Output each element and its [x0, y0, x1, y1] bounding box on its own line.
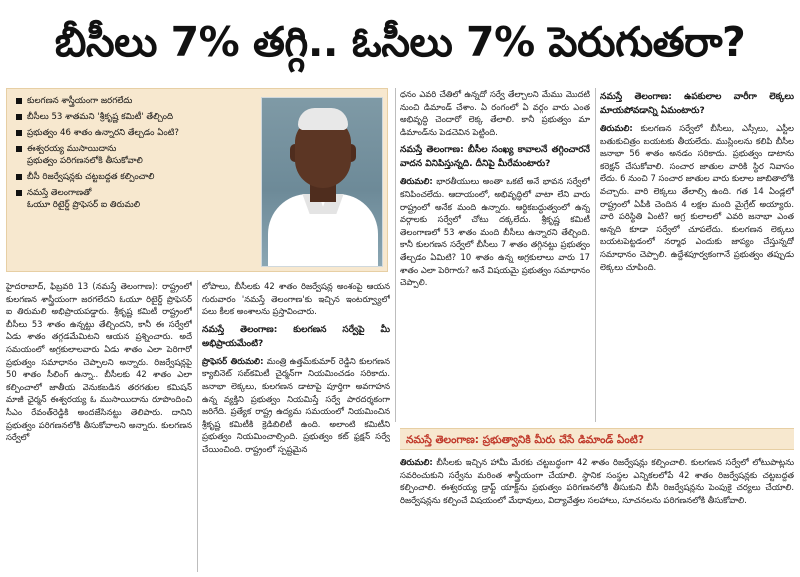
- summary-point: బీసీ రిజర్వేషన్లకు చట్టబద్దత కల్పించాలి: [15, 171, 255, 183]
- speaker-label: తిరుమలి:: [400, 176, 433, 187]
- speaker-label: తిరుమలి:: [600, 123, 633, 133]
- summary-point-line: ఈశ్వరయ్య ముసాయిదాను: [27, 144, 117, 154]
- article-column-5: [400, 456, 794, 574]
- answer-text: భారతీయులు అంతా ఒకటే అనే భావన సర్వేలో కనిపించలేదు. ఆదాయంలో, అభివృద్ధిలో వాటా లేని వారు రాష్ట్రంలో అనేక మంది ఉన్నారు. ఆర్థికబద్ధుత్వంలో ఉన్న వర్గాలకు సర్వేలో చోటు దక్కలేదు. శ్రీకృష్ణ కమిటీ తెలంగాణలో 53 శాతం మంది బీసీలు ఉన్నారని తేల్చింది. కానీ కులగణన సర్వేలో బీసీలు 7 శాతం తగ్గినట్టు ప్రభుత్వం తేల్చడం ఏమిటి? 10 శాతం ఉన్న అగ్రకులాలు వారు 17 శాతం ఎలా పెరిగారు? అనే విషయమై ప్రభుత్వం సమాధానం చెప్పాలి.: [400, 176, 590, 288]
- article-column-1: [6, 280, 192, 572]
- speaker-label: ప్రొఫెసర్ తిరుమలి:: [202, 355, 264, 366]
- article-paragraph: లోపాలు, బీసీలకు 42 శాతం రిజర్వేషన్ల అంశంపై ఆయన గురువారం 'నమస్తే తెలంగాణ'కు ఇచ్చిన ఇంటర్వ్యూలో పలు కీలక అంశాలను ప్రస్తావించారు.: [202, 281, 390, 317]
- interview-answer: [600, 122, 794, 273]
- summary-point-line: ఓయూ రిటైర్డ్ ప్రొఫెసర్ ఐ తిరుమలి: [27, 200, 141, 210]
- speaker-label: తిరుమలి:: [400, 457, 433, 467]
- interview-question: నమస్తే తెలంగాణ: ఉపకులాల వారీగా లెక్కలు మాయపోవడాన్ని ఏమంటారు?: [600, 92, 794, 116]
- article-paragraph: ధనం ఎవరి చేతిలో ఉన్నదో సర్వే తేల్చాలని మేము మొదటి నుంచి డిమాండ్ చేశాం. ఏ రంగంలో ఏ వర్గం వారు ఎంత అభివృద్ధి చెందారో లెక్క తేలాలి. కానీ ప్రభుత్వం మా డిమాండ్‌ను పెడచెవిన పెట్టింది.: [400, 89, 590, 137]
- summary-point: బీసీలు 53 శాతమని 'శ్రీకృష్ణ కమిటీ' తేల్చింది: [15, 111, 255, 123]
- article-paragraph: హైదరాబాద్, ఫిబ్రవరి 13 (నమస్తే తెలంగాణ): రాష్ట్రంలో కులగణన శాస్త్రీయంగా జరగలేదని ఓయూ రిటైర్డ్ ప్రొఫెసర్ ఐ తిరుమలి అభిప్రాయపడ్డారు. శ్రీకృష్ణ కమిటీ రాష్ట్రంలో బీసీలు 53 శాతం ఉన్నట్టు తేల్చిందని, కానీ ఈ సర్వేలో ఏడు శాతం తగ్గడమేమిటని ఆయన ప్రశ్నించారు. అదే సమయంలో అగ్రకులాలవారు ఏడు శాతం ఎలా పెరిగారో ప్రభుత్వం సమాధానం చెప్పాలని అన్నారు. రిజర్వేషన్లపై 50 శాతం సీలింగ్ ఉన్నా.. బీసీలకు 42 శాతం ఎలా కల్పించాలో జాతీయ వెనుకబడిన తరగతుల కమిషన్ మాజీ ఛైర్మన్ ఈశ్వరయ్య ఓ ముసాయిదాను రూపొందించి సీఎం రేవంత్‌రెడ్డికి అందజేసినట్టు తెలిపారు. దానిని ప్రభుత్వం పరిగణనలోకి తీసుకోవాలని అన్నారు. కులగణన సర్వేలో: [6, 281, 192, 443]
- article-column-2: [202, 280, 390, 572]
- interview-answer: [400, 175, 590, 288]
- interview-question: నమస్తే తెలంగాణ: కులగణన సర్వేపై మీ అభిప్రాయమేంటి?: [202, 324, 390, 349]
- answer-text: మంత్రి ఉత్తమ్‌కుమార్ రెడ్డిని కులగణన క్యాబినెట్ సబ్‌కమిటీ చైర్మన్‌గా నియమించడం సరికాదు. జనాభా లెక్కలు, కులగణన డాటాపై పూర్తిగా అవగాహన ఉన్న వ్యక్తిని ప్రభుత్వం నియమిస్తే సర్వే పారదర్శకంగా జరిగేది. ప్రత్యేక రాష్ట్ర ఉద్యమ సమయంలో నియమించిన శ్రీకృష్ణ కమిటీకి క్రెడిబిలిటీ ఉంది. అలాంటి కమిటీని ప్రభుత్వం నియమించాల్సింది. ప్రభుత్వం కట్ ఫ్రక్షన్ సర్వే చేయించింది. రాష్ట్రంలో స్పష్టమైన: [202, 355, 390, 454]
- interview-answer: [400, 456, 794, 506]
- summary-point: [15, 187, 255, 211]
- summary-point: కులగణన శాస్త్రీయంగా జరగలేదు: [15, 95, 255, 107]
- column-divider: [595, 88, 596, 422]
- answer-text: కులగణన సర్వేలో బీసీలు, ఎస్సీలు, ఎస్టీల బతుకుచిత్రం బయటకు తీయలేదు. ముస్లింలను కలిపి బీసీల జనాభా 56 శాతం అనడం సరికాదు. ప్రభుత్వం డాటాను కరెక్షన్ చేసుకోవాలి. సంచార జాతుల వారికి స్థిర నివాసం లేదు. 6 నుంచి 7 సంచార జాతుల వారు కులాల జాబితాలోకి వచ్చారు. వారి లెక్కలు తేలాల్సి ఉంది. గత 14 ఏండ్లలో రాష్ట్రంలో ఏపీకి చెందిన 4 లక్షల మంది మైగ్రేట్ అయ్యారు. వారి పరిస్థితి ఏంటి? అగ్ర కులాలలో ఎవరి జనాభా ఎంత అన్నది కూడా సర్వేలో చూపలేదు. కులగణన లెక్కలు బయటపెట్టడంలో నర్మాధ ఎందుకు జాప్యం చేస్తున్నదో సమాధానం చెప్పాలి. ఉద్దేశపూర్వకంగానే ప్రభుత్వం తప్పుడు లెక్కలు చూపింది.: [600, 123, 794, 272]
- summary-points: [15, 95, 255, 215]
- column-divider: [395, 88, 396, 422]
- portrait-hair: [298, 108, 348, 130]
- summary-point-line: ప్రభుత్వం పరిగణనలోకి తీసుకోవాలి: [27, 156, 143, 166]
- answer-text: బీసీలకు ఇచ్చిన హామీ మేరకు చట్టబద్ధంగా 42 శాతం రిజర్వేషన్లు కల్పించాలి. కులగణన సర్వేలో లోటుపాట్లను సవరించుకుని సర్వేను మరింత శాస్త్రీయంగా చేయాలి. స్థానిక సంస్థల ఎన్నికలలోపే 42 శాతం రిజర్వేషన్లకు చట్టబద్దత కల్పించాలి. ఈశ్వరయ్య డ్రాఫ్ట్ యాక్ట్‌ను ప్రభుత్వం పరిగణనలోకి తీసుకుని బీసీ రిజర్వేషన్లను పెంపుకై చర్యలు చేయాలి. రిజర్వేషన్లను కల్పించే విషయంలో మేధావులు, విద్యావేత్తల సలహాలు, సూచనలను పరిగణనలోకి తీసుకోవాలి.: [400, 457, 794, 505]
- column-divider: [197, 280, 198, 572]
- summary-point: [15, 143, 255, 167]
- summary-point: ప్రభుత్వం 46 శాతం ఉన్నారని తేల్చడం ఏంటి?: [15, 127, 255, 139]
- article-column-4: [600, 88, 794, 422]
- interview-question: నమస్తే తెలంగాణ: బీసీల సంఖ్య కావాలనే తగ్గించారనే వాదన వినిపిస్తున్నది. దీనిపై మీరేమంటారు?: [400, 145, 590, 170]
- summary-box: [6, 88, 388, 272]
- article-column-3: [400, 88, 590, 422]
- professor-portrait-photo: [261, 97, 383, 267]
- summary-point-line: నమస్తే తెలంగాణతో: [27, 188, 92, 198]
- question-banner: నమస్తే తెలంగాణ: ప్రభుత్వానికి మీరు చేసే డిమాండ్ ఏంటి?: [400, 428, 794, 450]
- interview-answer: [202, 355, 390, 456]
- headline: బీసీలు 7% తగ్గి.. ఓసీలు 7% పెరుగుతరా?: [54, 18, 746, 66]
